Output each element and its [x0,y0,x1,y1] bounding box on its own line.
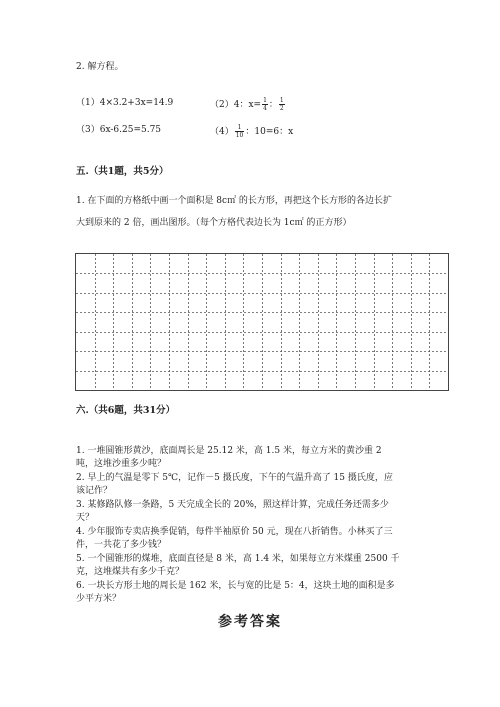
fraction-one-tenth: $\frac{1}{10}$ [235,124,244,139]
section-6-line: 6. 一块长方形土地的周长是 162 米，长与宽的比是 5：4，这块土地的面积是多 [76,581,395,591]
equation-4-prefix: （4） [210,127,234,137]
fraction-one-half: $\frac{1}{2}$ [279,97,284,112]
section-6-heading: 六.（共6题，共31分） [76,405,176,416]
square-grid-paper [75,253,449,391]
section-6-line: 2. 早上的气温是零下 5℃，记作－5 摄氏度，下午的气温升高了 15 摄氏度，应 [76,473,393,483]
section-6-line: 件，一共花了多少钱？ [76,540,167,550]
equation-4-suffix: ：10=6：x [245,127,294,137]
section-5-question-line-1: 1. 在下面的方格纸中画一个面积是 8c㎡ 的长方形，再把这个长方形的各边长扩 [76,196,392,206]
section-6-line: 5. 一个圆锥形的煤堆，底面直径是 8 米，高 1.4 米，如果每立方米煤重 2500 千 [76,554,400,564]
section-6-line: 少平方米？ [76,594,122,604]
section-6-line: 该记作？ [76,486,113,496]
ratio-separator: ： [268,100,278,110]
grid-lines [76,254,448,390]
section-5-heading: 五.（共1题，共5分） [76,166,169,177]
equation-3: （3）6x-6.25=5.75 [76,125,162,135]
section-6-line: 克，这堆煤共有多少千克？ [76,567,185,577]
equation-1: （1）4×3.2+3x=14.9 [76,98,174,108]
section-2-title: 2. 解方程。 [76,62,124,72]
section-5-question-line-2: 大到原来的 2 倍，画出图形。（每个方格代表边长为 1c㎡ 的正方形） [76,218,352,228]
section-6-line: 吨，这堆沙重多少吨？ [76,459,167,469]
section-6-line: 天？ [76,513,95,523]
section-6-line: 3. 某修路队修一条路，5 天完成全长的 20%，照这样计算，完成任务还需多少 [76,500,389,510]
section-6-line: 1. 一堆圆锥形黄沙，底面周长是 25.12 米，高 1.5 米，每立方米的黄沙重 2 [76,446,382,456]
equation-2-prefix: （2）4：x= [210,100,262,110]
answer-heading: 参考答案 [218,614,282,630]
equation-2 [210,97,286,112]
section-6-line: 4. 少年服饰专卖店换季促销，每件半袖原价 50 元，现在八折销售。小林买了三 [76,527,393,537]
equation-4 [210,124,293,139]
fraction-one-quarter: $\frac{1}{4}$ [263,97,267,112]
